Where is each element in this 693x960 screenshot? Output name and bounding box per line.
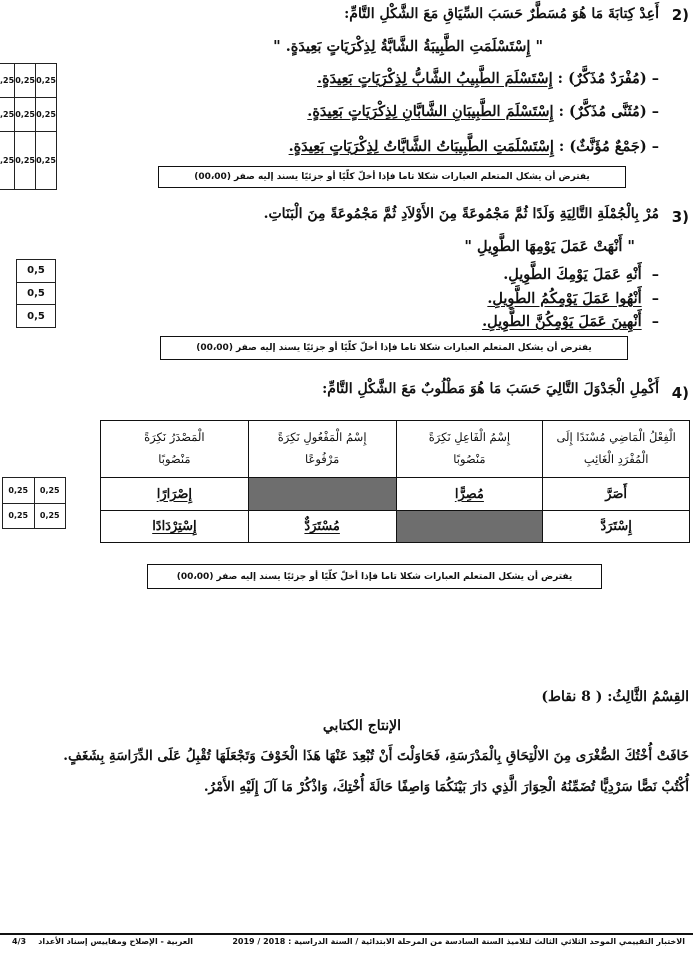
q4-note: يفترض أن يشكل المتعلم العبارات شكلا تاما فإذا أخلّ كلّيًا أو جزئيًا يسند إليه صفر (00،00) <box>147 564 602 589</box>
q4-cell: مُسْتَرَدٌّ <box>248 511 396 543</box>
q3-sentence: " أَنْهَتْ عَمَلَ يَوْمِهَا الطَّوِيلِ " <box>464 238 635 255</box>
q4-score-grid <box>2 477 66 529</box>
q4-header-3-line1: إِسْمُ الْمَفْعُولِ نَكِرَةً <box>277 430 367 445</box>
q4-header-3-line2: مَرْفُوعًا <box>305 452 340 466</box>
q3-score-cell: 0,5 <box>17 305 56 328</box>
q3-answer-3: – أَنْهِينَ عَمَلَ يَوْمِكُنَّ الطَّوِيلِ. <box>482 313 659 330</box>
q2-score-cell: 0,25 <box>36 98 57 132</box>
q4-header-2-line1: إِسْمُ الْفَاعِلِ نَكِرَةً <box>428 430 511 445</box>
footer-divider <box>0 933 693 935</box>
q2-note: يفترض أن يشكل المتعلم العبارات شكلا تاما فإذا أخلّ كلّيًا أو جزئيًا يسند إليه صفر (00،00) <box>158 166 626 188</box>
q2-answer-1-label: (مُفْرَدٌ مُذَكَّرٌ) : <box>557 70 647 87</box>
q2-answer-3: – (جَمْعٌ مُؤَنَّثٌ) : إِسْتَسْلَمَتِ الطَّبِيبَاتُ الشَّابَّاتُ لِذِكْرَيَاتٍ بَعِيدَةٍ. <box>288 138 659 155</box>
q3-score-cell: 0,5 <box>17 282 56 305</box>
section3-line-2: أُكْتُبْ نَصًّا سَرْدِيًّا تُضَمِّنُهُ الْحِوَارَ الَّذِي دَارَ بَيْنَكُمَا وَاصِفًا حَالَةَ أُخْتِكَ، وَاذْكُرْ مَا آلَ إِلَيْهِ الأَمْرُ. <box>203 779 689 795</box>
q3-answer-3-text: أَنْهِينَ عَمَلَ يَوْمِكُنَّ الطَّوِيلِ. <box>482 313 642 330</box>
q4-score-cell: 0,25 <box>3 478 35 504</box>
q2-score-cell: ,25 <box>0 64 15 98</box>
q4-cell-shaded <box>248 478 396 511</box>
q4-header-cell <box>101 421 249 478</box>
q3-number: 3) <box>671 208 689 226</box>
q3-score-grid <box>16 259 56 328</box>
section3-line-1: خَافَتْ أُخْتُكَ الصُّغْرَى مِنَ الالْتِحَاقِ بِالْمَدْرَسَةِ، فَحَاوَلْتَ أَنْ تُبْعِدَ عَنْهَا هَذَا الْخَوْفَ وَتَجْعَلَهَا تُقْبِلُ عَلَى الدِّرَاسَةِ بِشَغَفٍ. <box>63 748 689 764</box>
footer-page-number: 4/3 <box>12 937 27 946</box>
q2-score-cell: 0,25 <box>15 64 36 98</box>
q3-score-cell: 0,5 <box>17 260 56 283</box>
q2-score-cell: 0,25 <box>15 132 36 190</box>
q3-answer-2-text: أَنْهُوا عَمَلَ يَوْمِكُمُ الطَّوِيلِ. <box>487 290 642 307</box>
q4-cell: إِسْتَرَدَّ <box>543 511 690 543</box>
q2-score-cell: ,25 <box>0 132 15 190</box>
q2-answer-2: – (مُثَنَّى مُذَكَّرٌ) : إِسْتَسْلَمَ الطَّبِيبَانِ الشَّابَّانِ لِذِكْرَيَاتٍ بَعِيدَةٍ. <box>307 103 659 120</box>
q4-header-1-line1: الْفِعْلُ الْمَاضِي مُسْنَدًا إِلَى <box>556 430 676 445</box>
footer-subject: العربية - الإصلاح ومقاييس إسناد الأعداد <box>38 937 193 946</box>
q4-header-1-line2: الْمُفْرَدِ الْغَائِبِ <box>583 452 649 466</box>
q2-score-grid <box>0 63 57 190</box>
q3-answer-2: – أَنْهُوا عَمَلَ يَوْمِكُمُ الطَّوِيلِ. <box>487 290 659 307</box>
q4-cell-shaded <box>396 511 543 543</box>
q4-cell: إِسْتِرْدَادًا <box>101 511 249 543</box>
q2-score-cell: ,25 <box>0 98 15 132</box>
q2-score-cell: 0,25 <box>15 98 36 132</box>
q3-answer-1: – أَنْهِ عَمَلَ يَوْمِكَ الطَّوِيلِ. <box>503 266 659 283</box>
q4-header-4-line2: مَنْصُوبًا <box>158 452 191 466</box>
q4-number: 4) <box>671 384 689 402</box>
q4-score-cell: 0,25 <box>3 503 35 529</box>
q2-score-cell: 0,25 <box>36 64 57 98</box>
q4-header-cell <box>543 421 690 478</box>
q2-score-cell: 0,25 <box>36 132 57 190</box>
q2-instruction: أَعِدْ كِتابَةَ مَا هُوَ مُسَطَّرٌ حَسَبَ السِّيَاقِ مَعَ الشَّكْلِ التَّامِّ: <box>344 6 659 22</box>
q4-header-cell <box>396 421 543 478</box>
q2-answer-3-text: إِسْتَسْلَمَتِ الطَّبِيبَاتُ الشَّابَّاتُ لِذِكْرَيَاتٍ بَعِيدَةٍ. <box>288 138 554 155</box>
q2-answer-2-label: (مُثَنَّى مُذَكَّرٌ) : <box>558 103 647 120</box>
q4-instruction: أَكْمِلِ الْجَدْوَلَ التَّالِيَ حَسَبَ مَا هُوَ مَطْلُوبٌ مَعَ الشَّكْلِ التَّامِّ: <box>322 381 659 397</box>
q2-answer-3-label: (جَمْعٌ مُؤَنَّثٌ) : <box>558 138 647 155</box>
q3-instruction: مُرْ بِالْجُمْلَةِ التَّالِيَةِ وَلَدًا ثُمَّ مَجْمُوعَةً مِنَ الأَوْلاَدِ ثُمَّ مَجْمُوعَةً مِنَ الْبَنَاتِ. <box>263 206 659 222</box>
q4-header-2-line2: مَنْصُوبًا <box>453 452 486 466</box>
q4-score-cell: 0,25 <box>34 478 66 504</box>
footer-exam-info: الاختبار التقييمي الموحد الثلاثي الثالث لتلاميذ السنة السادسة من المرحلة الابتدائية / السنة الدراسية : 2018 / 2019 <box>232 937 685 946</box>
q3-note: يفترض أن يشكل المتعلم العبارات شكلا تاما فإذا أخلّ كلّيًا أو جزئيًا يسند إليه صفر (00،00) <box>160 336 628 360</box>
q2-answer-1-text: إِسْتَسْلَمَ الطَّبِيبُ الشَّابُّ لِذِكْرَيَاتٍ بَعِيدَةٍ. <box>316 70 553 87</box>
section3-subtitle: الإنتاج الكتابي <box>322 718 401 734</box>
q4-cell: أَصَرَّ <box>543 478 690 511</box>
section3-title: القِسْمُ الثَّالِثُ: ( 8 نقاط) <box>541 689 689 705</box>
q4-cell: مُصِرًّا <box>396 478 543 511</box>
q2-answer-1: – (مُفْرَدٌ مُذَكَّرٌ) : إِسْتَسْلَمَ الطَّبِيبُ الشَّابُّ لِذِكْرَيَاتٍ بَعِيدَةٍ. <box>316 70 659 87</box>
q4-score-cell: 0,25 <box>34 503 66 529</box>
q4-cell: إِصْرَارًا <box>101 478 249 511</box>
q2-answer-2-text: إِسْتَسْلَمَ الطَّبِيبَانِ الشَّابَّانِ لِذِكْرَيَاتٍ بَعِيدَةٍ. <box>307 103 554 120</box>
q4-header-cell <box>248 421 396 478</box>
q2-number: 2) <box>671 6 689 24</box>
q4-table <box>100 420 690 543</box>
q2-sentence: " إِسْتَسْلَمَتِ الطَّبِيبَةُ الشَّابَّةُ لِذِكْرَيَاتٍ بَعِيدَةٍ. " <box>273 38 543 55</box>
q4-header-4-line1: الْمَصْدَرُ نَكِرَةً <box>144 430 205 445</box>
q3-answer-1-text: أَنْهِ عَمَلَ يَوْمِكَ الطَّوِيلِ. <box>503 266 642 283</box>
